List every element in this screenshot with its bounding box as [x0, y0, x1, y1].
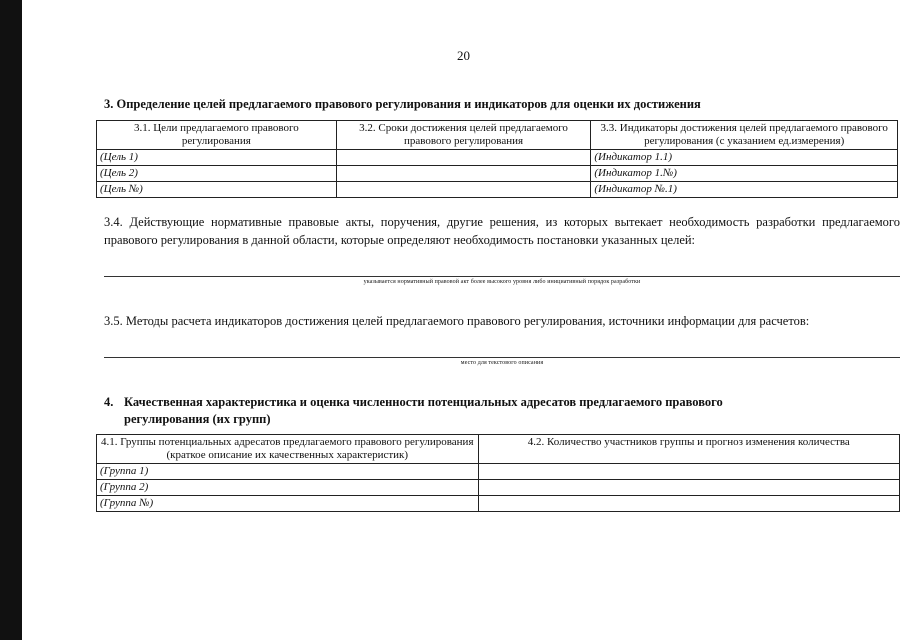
goals-table	[96, 120, 898, 198]
header-deadlines: 3.2. Сроки достижения целей предлагаемого правового регулирования	[336, 121, 591, 150]
deadline-cell	[336, 166, 591, 182]
section-3-heading: 3. Определение целей предлагаемого правового регулирования и индикаторов для оценки их достижения	[104, 97, 701, 111]
group-cell: (Группа 2)	[97, 480, 479, 496]
table-header-row	[97, 121, 898, 150]
paragraph-3-5: 3.5. Методы расчета индикаторов достижения целей предлагаемого правового регулирования, источники информации для расчетов:	[104, 314, 810, 328]
section-4-title: Качественная характеристика и оценка численности потенциальных адресатов предлагаемого правового	[124, 395, 723, 409]
header-groups: 4.1. Группы потенциальных адресатов предлагаемого правового регулирования (краткое описание их качественных характеристик)	[97, 435, 479, 464]
count-cell	[478, 496, 899, 512]
count-cell	[478, 464, 899, 480]
table-row	[97, 464, 900, 480]
section-4-heading	[104, 394, 900, 428]
fill-in-line	[104, 276, 900, 277]
section-4-title-continued: регулирования (их групп)	[124, 412, 271, 426]
fill-in-caption: указывается нормативный правовой акт более высокого уровня либо инициативный порядок разработки	[363, 279, 641, 285]
section-4-number: 4.	[104, 395, 114, 409]
indicator-cell: (Индикатор 1.№)	[591, 166, 898, 182]
indicator-cell: (Индикатор №.1)	[591, 182, 898, 198]
fill-in-line	[104, 357, 900, 358]
goal-cell: (Цель 1)	[97, 150, 337, 166]
count-cell	[478, 480, 899, 496]
header-indicators: 3.3. Индикаторы достижения целей предлагаемого правового регулирования (с указанием ед.измерения)	[591, 121, 898, 150]
deadline-cell	[336, 182, 591, 198]
paragraph-3-4: 3.4. Действующие нормативные правовые акты, поручения, другие решения, из которых вытекает необходимость разработки предлагаемого правового регулирования в данной области, которые определяют необходимость постановки указанных целей:	[104, 215, 900, 247]
document-page	[22, 0, 905, 640]
header-goals: 3.1. Цели предлагаемого правового регулирования	[97, 121, 337, 150]
table-row	[97, 150, 898, 166]
group-cell: (Группа 1)	[97, 464, 479, 480]
goal-cell: (Цель №)	[97, 182, 337, 198]
deadline-cell	[336, 150, 591, 166]
scan-edge-bar	[0, 0, 22, 640]
indicator-cell: (Индикатор 1.1)	[591, 150, 898, 166]
addressees-table	[96, 434, 900, 512]
fill-in-caption: место для текстового описания	[460, 360, 544, 366]
table-row	[97, 496, 900, 512]
table-row	[97, 166, 898, 182]
header-participants: 4.2. Количество участников группы и прогноз изменения количества	[478, 435, 899, 464]
table-header-row	[97, 435, 900, 464]
goal-cell: (Цель 2)	[97, 166, 337, 182]
table-row	[97, 480, 900, 496]
page-number: 20	[457, 48, 470, 63]
table-row	[97, 182, 898, 198]
group-cell: (Группа №)	[97, 496, 479, 512]
